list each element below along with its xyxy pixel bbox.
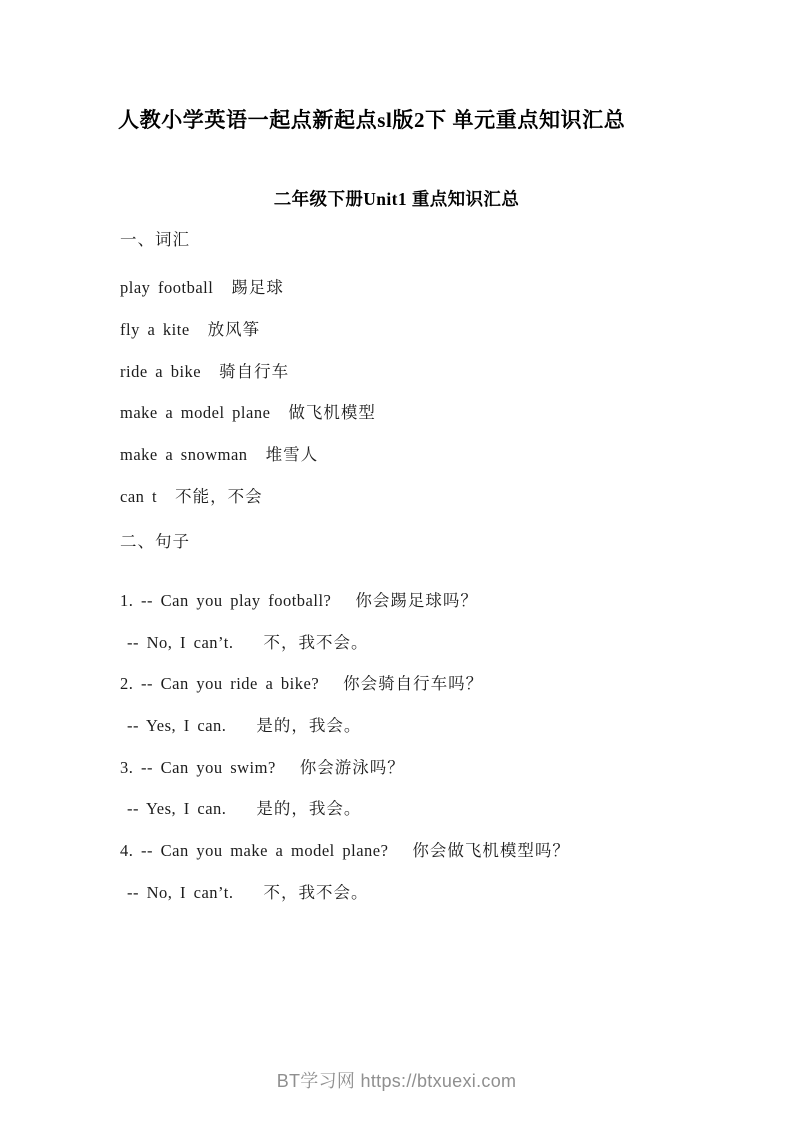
answer-zh: 不，我不会。 <box>263 882 369 902</box>
sentence-question <box>120 753 405 783</box>
question-zh: 你会做飞机模型吗？ <box>412 840 570 860</box>
question-en: 1. -- Can you play football? <box>120 590 332 610</box>
vocab-section-heading: 一、词汇 <box>120 230 190 249</box>
answer-zh: 是的，我会。 <box>256 715 362 735</box>
unit-subtitle: 二年级下册Unit1 重点知识汇总 <box>273 189 520 209</box>
vocab-zh: 踢足球 <box>231 277 284 297</box>
vocab-item <box>120 315 260 345</box>
answer-zh: 不，我不会。 <box>263 632 369 652</box>
vocab-item <box>120 398 376 428</box>
vocab-en: make a model plane <box>120 402 271 422</box>
footer-site-name: BT学习网 <box>276 1071 356 1091</box>
footer-watermark <box>0 1068 793 1094</box>
vocab-zh: 做飞机模型 <box>288 402 376 422</box>
sentence-answer <box>127 794 361 824</box>
sentence-question <box>120 586 478 616</box>
sentence-section-heading: 二、句子 <box>120 532 190 551</box>
vocab-item <box>120 440 318 470</box>
question-zh: 你会踢足球吗？ <box>355 590 478 610</box>
vocab-en: fly a kite <box>120 319 190 339</box>
vocab-zh: 骑自行车 <box>219 361 290 381</box>
answer-en: -- Yes, I can. <box>127 715 227 735</box>
answer-en: -- No, I can’t. <box>127 632 234 652</box>
question-en: 2. -- Can you ride a bike? <box>120 673 320 693</box>
question-en: 4. -- Can you make a model plane? <box>120 840 389 860</box>
footer-site-url: https://btxuexi.com <box>360 1071 517 1091</box>
document-title: 人教小学英语一起点新起点sl版2下 单元重点知识汇总 <box>118 108 626 132</box>
vocab-en: play football <box>120 277 214 297</box>
vocab-zh: 堆雪人 <box>265 444 319 464</box>
answer-en: -- Yes, I can. <box>127 798 227 818</box>
vocab-item <box>120 482 263 512</box>
sentence-answer <box>127 711 361 741</box>
sentence-answer <box>127 878 368 908</box>
question-en: 3. -- Can you swim? <box>120 757 276 777</box>
vocab-item <box>120 357 289 387</box>
vocab-zh: 不能，不会 <box>175 486 263 506</box>
sentence-question <box>120 836 570 866</box>
question-zh: 你会游泳吗？ <box>299 757 405 777</box>
sentence-question <box>120 669 483 699</box>
vocab-en: ride a bike <box>120 361 202 381</box>
sentence-answer <box>127 628 368 658</box>
vocab-item <box>120 273 284 303</box>
vocab-en: make a snowman <box>120 444 248 464</box>
question-zh: 你会骑自行车吗？ <box>343 673 484 693</box>
answer-en: -- No, I can’t. <box>127 882 234 902</box>
vocab-zh: 放风筝 <box>207 319 261 339</box>
answer-zh: 是的，我会。 <box>256 798 362 818</box>
vocab-en: can t <box>120 486 158 506</box>
